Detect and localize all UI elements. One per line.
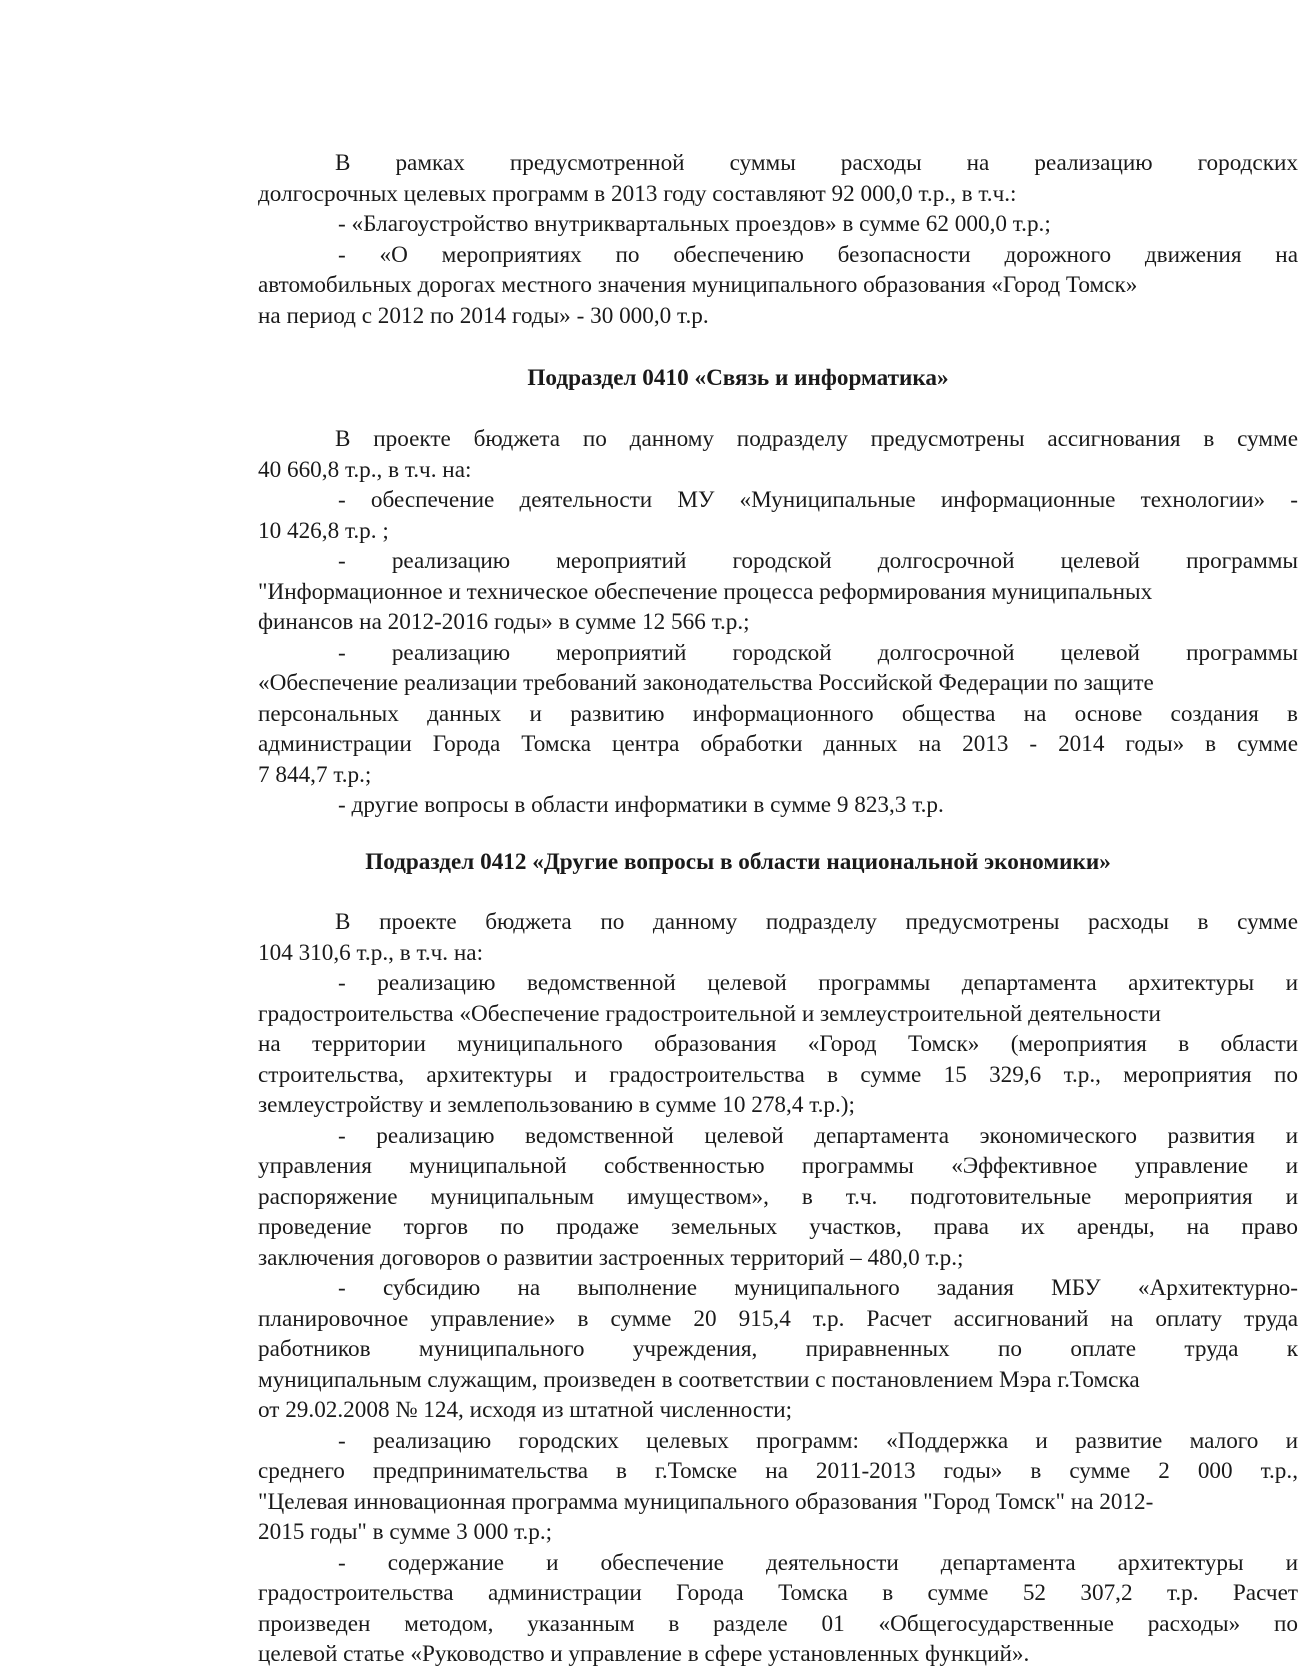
text-line: работников муниципального учреждения, приравненных по оплате труда к xyxy=(258,1336,1298,1362)
text-line: - реализацию мероприятий городской долгосрочной целевой программы xyxy=(338,639,1298,666)
text-line: - субсидию на выполнение муниципального задания МБУ «Архитектурно- xyxy=(338,1275,1298,1301)
text-line: строительства, архитектуры и градостроительства в сумме 15 329,6 т.р., мероприятия по xyxy=(258,1061,1298,1088)
text-line: В проекте бюджета по данному подразделу предусмотрены ассигнования в сумме xyxy=(335,426,1298,452)
text-line: градостроительства администрации Города Томска в сумме 52 307,2 т.р. Расчет xyxy=(258,1580,1298,1606)
section-heading-0410: Подраздел 0410 «Связь и информатика» xyxy=(527,365,949,391)
text-line: - «Благоустройство внутриквартальных проездов» в сумме 62 000,0 т.р.; xyxy=(338,211,1051,237)
text-line: - другие вопросы в области информатики в сумме 9 823,3 т.р. xyxy=(338,792,944,818)
text-line: градостроительства «Обеспечение градостроительной и землеустроительной деятельности xyxy=(258,1000,1161,1027)
text-line: целевой статье «Руководство и управление в сфере установленных функций». xyxy=(258,1641,1030,1667)
text-line: долгосрочных целевых программ в 2013 году составляют 92 000,0 т.р., в т.ч.: xyxy=(258,180,1017,207)
text-line: на период с 2012 по 2014 годы» - 30 000,0 т.р. xyxy=(258,302,709,329)
text-line: заключения договоров о развитии застроенных территорий – 480,0 т.р.; xyxy=(258,1244,964,1271)
text-line: - реализацию ведомственной целевой департамента экономического развития и xyxy=(338,1122,1298,1149)
text-line: - реализацию мероприятий городской долгосрочной целевой программы xyxy=(338,548,1298,574)
text-line: персональных данных и развитию информационного общества на основе создания в xyxy=(258,700,1298,727)
text-line: 10 426,8 т.р. ; xyxy=(258,517,389,544)
paragraph-block-road-programs xyxy=(258,148,1298,331)
text-line: 40 660,8 т.р., в т.ч. на: xyxy=(258,456,472,483)
text-line: - реализацию ведомственной целевой программы департамента архитектуры и xyxy=(338,970,1298,996)
text-line: планировочное управление» в сумме 20 915,4 т.р. Расчет ассигнований на оплату труда xyxy=(258,1305,1298,1332)
paragraph-block-communications xyxy=(258,424,1298,821)
section-heading-0412: Подраздел 0412 «Другие вопросы в области национальной экономики» xyxy=(365,849,1111,875)
text-line: 7 844,7 т.р.; xyxy=(258,761,372,788)
text-line: - обеспечение деятельности МУ «Муниципальные информационные технологии» - xyxy=(338,487,1298,513)
text-line: "Целевая инновационная программа муниципального образования "Город Томск" на 2012- xyxy=(258,1488,1154,1515)
text-line: "Информационное и техническое обеспечение процесса реформирования муниципальных xyxy=(258,578,1153,605)
text-line: управления муниципальной собственностью программы «Эффективное управление и xyxy=(258,1153,1298,1179)
text-line: автомобильных дорогах местного значения муниципального образования «Город Томск» xyxy=(258,272,1138,298)
text-line: распоряжение муниципальным имуществом», в т.ч. подготовительные мероприятия и xyxy=(258,1183,1298,1210)
text-line: - «О мероприятиях по обеспечению безопасности дорожного движения на xyxy=(338,241,1298,268)
text-line: от 29.02.2008 № 124, исходя из штатной численности; xyxy=(258,1397,793,1423)
text-line: В рамках предусмотренной суммы расходы на реализацию городских xyxy=(335,150,1298,176)
text-line: - содержание и обеспечение деятельности департамента архитектуры и xyxy=(338,1549,1298,1576)
text-line: В проекте бюджета по данному подразделу предусмотрены расходы в сумме xyxy=(335,909,1298,935)
text-line: администрации Города Томска центра обработки данных на 2013 - 2014 годы» в сумме xyxy=(258,731,1298,757)
text-line: среднего предпринимательства в г.Томске на 2011-2013 годы» в сумме 2 000 т.р., xyxy=(258,1458,1298,1484)
text-line: землеустройству и землепользованию в сумме 10 278,4 т.р.); xyxy=(258,1092,855,1118)
text-line: «Обеспечение реализации требований законодательства Российской Федерации по защите xyxy=(258,670,1154,696)
text-line: муниципальным служащим, произведен в соответствии с постановлением Мэра г.Томска xyxy=(258,1366,1140,1393)
text-line: 104 310,6 т.р., в т.ч. на: xyxy=(258,939,484,966)
text-line: на территории муниципального образования «Город Томск» (мероприятия в области xyxy=(258,1031,1298,1057)
text-line: - реализацию городских целевых программ: «Поддержка и развитие малого и xyxy=(338,1427,1298,1454)
text-line: произведен методом, указанным в разделе 01 «Общегосударственные расходы» по xyxy=(258,1610,1298,1637)
paragraph-block-national-economy xyxy=(258,907,1298,1670)
text-line: финансов на 2012-2016 годы» в сумме 12 566 т.р.; xyxy=(258,609,750,635)
text-line: проведение торгов по продаже земельных участков, права их аренды, на право xyxy=(258,1214,1298,1240)
text-line: 2015 годы" в сумме 3 000 т.р.; xyxy=(258,1519,553,1545)
